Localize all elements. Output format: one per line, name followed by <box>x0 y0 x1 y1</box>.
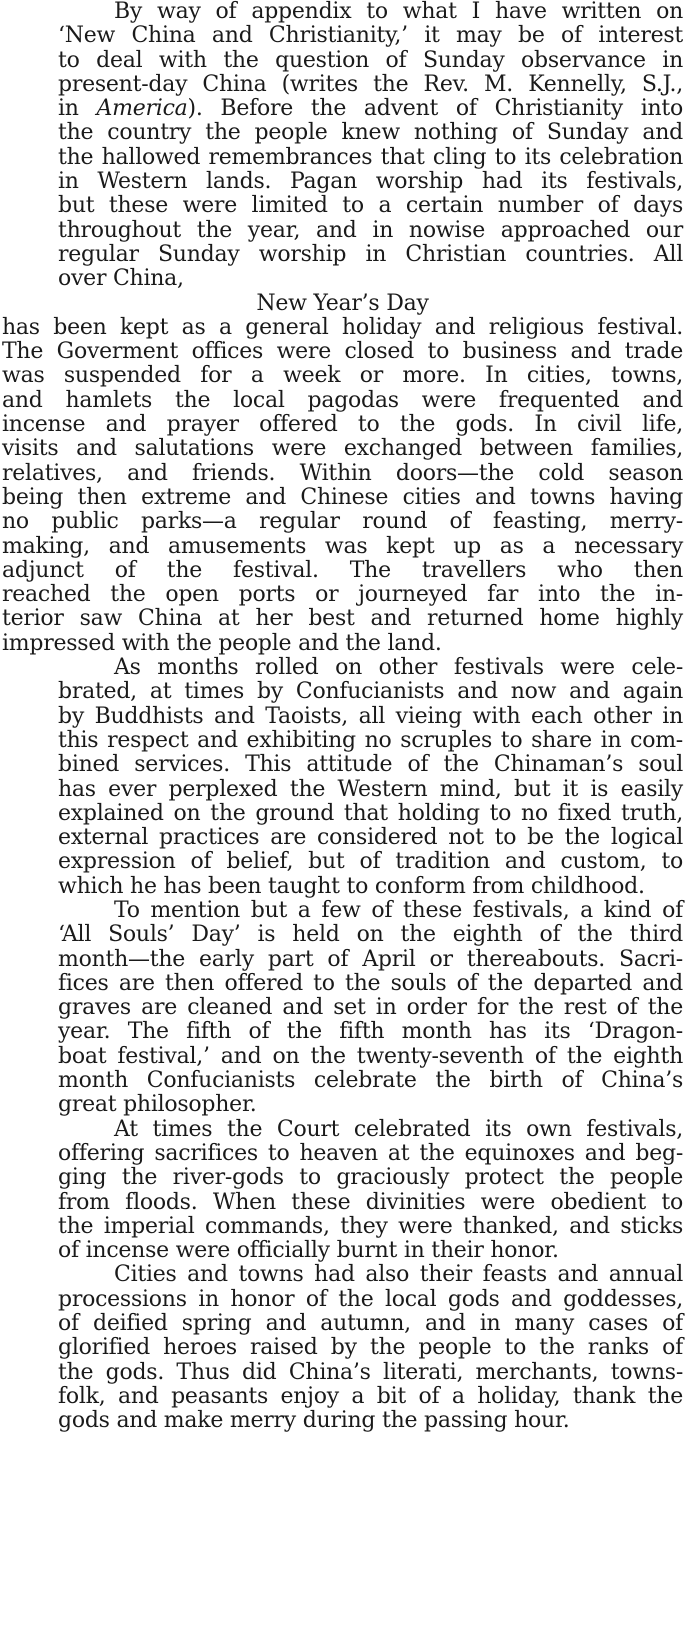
text-line: to deal with the question of Sunday observance in <box>58 47 683 73</box>
text-line: ging the river-gods to graciously protect the people <box>58 1165 683 1191</box>
text-line: the country the people knew nothing of Sunday and <box>58 120 683 146</box>
text-line: the imperial commands, they were thanked, and sticks <box>58 1213 683 1239</box>
text-line: To mention but a few of these festivals, a kind of <box>114 897 683 923</box>
text-line: expression of belief, but of tradition and custom, to <box>58 849 683 875</box>
text-line: relatives, and friends. Within doors—the cold season <box>2 460 683 486</box>
text-line: adjunct of the festival. The travellers who then <box>2 557 683 583</box>
text-line: graves are cleaned and set in order for the rest of the <box>58 995 683 1021</box>
text-line: incense and prayer offered to the gods. In civil life, <box>2 412 683 438</box>
text-line: month—the early part of April or thereabouts. Sacri- <box>58 946 683 972</box>
text-line: throughout the year, and in nowise approached our <box>58 217 683 243</box>
text-line: brated, at times by Confucianists and now and again <box>58 679 683 705</box>
text-line: offering sacrifices to heaven at the equinoxes and beg- <box>58 1140 683 1166</box>
text-line: ‘New China and Christianity,’ it may be of interest <box>58 23 683 49</box>
text-line: reached the open ports or journeyed far into the in- <box>2 582 683 608</box>
paragraph-new-year <box>2 316 683 656</box>
text-line: over China, <box>58 266 184 292</box>
text-line: of deified spring and autumn, and in many cases of <box>58 1311 683 1337</box>
text-line: gods and make merry during the passing hour. <box>58 1408 570 1434</box>
text-line: this respect and exhibiting no scruples to share in com- <box>58 727 683 753</box>
text-line: bined services. This attitude of the Chinaman’s soul <box>58 752 683 778</box>
text-line: in Western lands. Pagan worship had its festivals, <box>58 169 683 195</box>
text-line: explained on the ground that holding to no fixed truth, <box>58 800 683 826</box>
paragraph-intro <box>2 0 683 292</box>
paragraph-court <box>2 1118 683 1264</box>
text-line: making, and amusements was kept up as a necessary <box>2 533 683 559</box>
text-line: folk, and peasants enjoy a bit of a holiday, thank the <box>58 1383 683 1409</box>
text-line: the hallowed remembrances that cling to its celebration <box>58 144 683 170</box>
text-line: no public parks—a regular round of feasting, merry- <box>2 509 683 535</box>
text-line: external practices are considered not to be the logical <box>58 825 683 851</box>
text-line: The Goverment offices were closed to business and trade <box>2 339 683 365</box>
text-line: great philosopher. <box>58 1092 257 1118</box>
paragraph-all-souls <box>2 899 683 1118</box>
text-line: glorified heroes raised by the people to the ranks of <box>58 1335 683 1361</box>
text-line: which he has been taught to conform from childhood. <box>58 873 645 899</box>
text-line: As months rolled on other festivals were cele- <box>114 655 683 681</box>
publication-title: America <box>96 96 188 122</box>
text-line: impressed with the people and the land. <box>2 630 442 656</box>
text-line: Cities and towns had also their feasts and annual <box>114 1262 683 1288</box>
text-line: has been kept as a general holiday and religious festival. <box>2 314 683 340</box>
text-line: processions in honor of the local gods and goddesses, <box>58 1286 683 1312</box>
text-line: in America). Before the advent of Christianity into <box>58 96 683 122</box>
text-line: ‘All Souls’ Day’ is held on the eighth of the third <box>58 922 683 948</box>
text-line: was suspended for a week or more. In cities, towns, <box>2 363 683 389</box>
text-line: By way of appendix to what I have written on <box>114 0 683 24</box>
paragraph-festivals <box>2 656 683 899</box>
text-line: of incense were officially burnt in their honor. <box>58 1238 559 1264</box>
text-line: fices are then offered to the souls of the departed and <box>58 970 683 996</box>
text-line: year. The fifth of the fifth month has its ‘Dragon- <box>58 1019 683 1045</box>
text-line: At times the Court celebrated its own festivals, <box>114 1116 683 1142</box>
text-line: regular Sunday worship in Christian countries. All <box>58 241 683 267</box>
text-line: present-day China (writes the Rev. M. Kennelly, S.J., <box>58 71 683 97</box>
paragraph-cities <box>2 1263 683 1433</box>
text-line: and hamlets the local pagodas were frequented and <box>2 387 683 413</box>
text-line: has ever perplexed the Western mind, but it is easily <box>58 776 683 802</box>
article-column <box>2 0 683 1434</box>
text-line: month Confucianists celebrate the birth of China’s <box>58 1068 683 1094</box>
text-line: boat festival,’ and on the twenty-seventh of the eighth <box>58 1043 683 1069</box>
text-line: terior saw China at her best and returned home highly <box>2 606 683 632</box>
text-line: being then extreme and Chinese cities and towns having <box>2 484 683 510</box>
text-line: from floods. When these divinities were obedient to <box>58 1189 683 1215</box>
text-line: visits and salutations were exchanged between families, <box>2 436 683 462</box>
text-line: but these were limited to a certain number of days <box>58 193 683 219</box>
text-line: the gods. Thus did China’s literati, merchants, towns- <box>58 1359 683 1385</box>
subheading: New Year’s Day <box>256 290 429 316</box>
text-line: by Buddhists and Taoists, all vieing with each other in <box>58 703 683 729</box>
